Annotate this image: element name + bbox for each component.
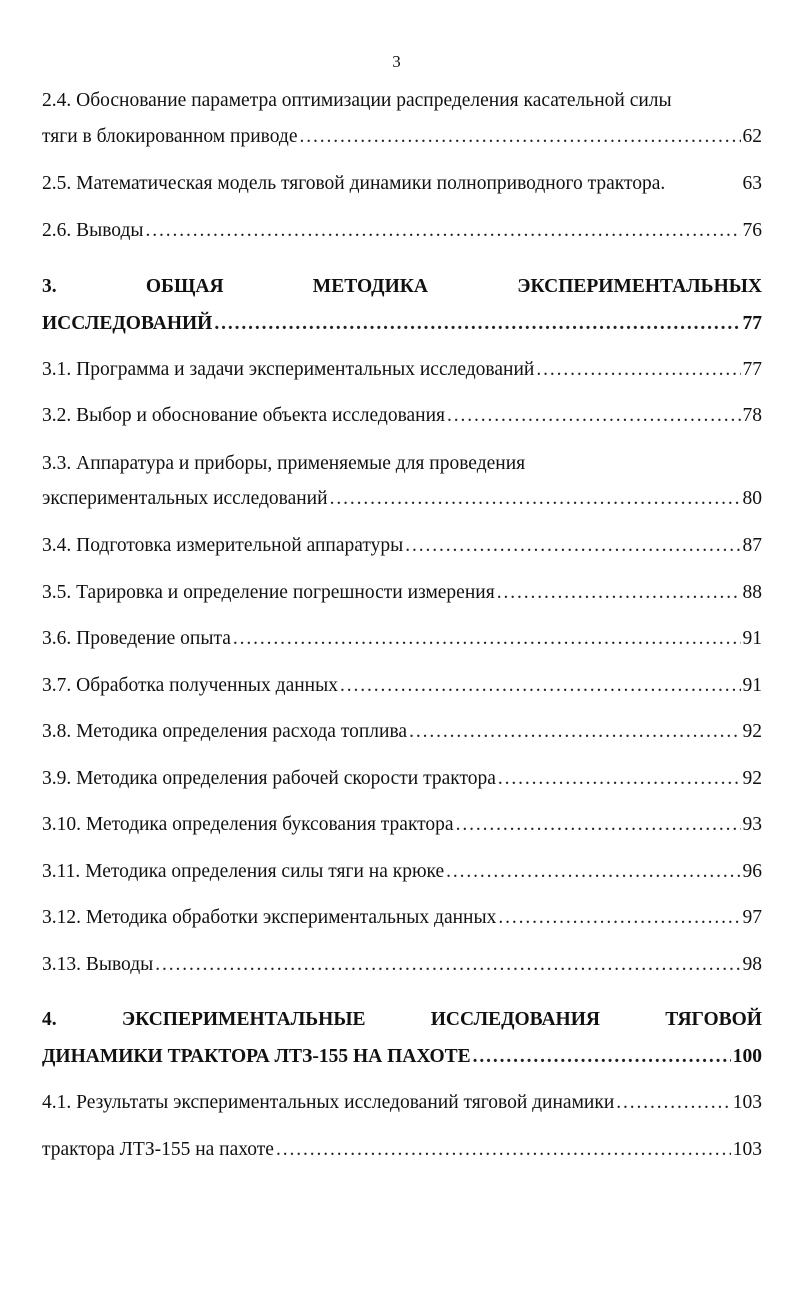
toc-page-number: 103 (732, 1092, 762, 1113)
toc-page-number: 77 (742, 359, 762, 380)
toc-entry-3-9 (42, 766, 762, 792)
heading-word: МЕТОДИКА (312, 276, 428, 297)
dot-leader (233, 626, 741, 652)
toc-entry-3-10 (42, 812, 762, 838)
dot-leader (498, 766, 741, 792)
toc-page-number: 93 (742, 814, 762, 835)
toc-entry-text: 3.6. Проведение опыта (42, 628, 231, 649)
toc-page-number: 97 (742, 907, 762, 928)
toc-page-number: 92 (742, 768, 762, 789)
toc-entry-2-4 (42, 124, 762, 150)
toc-page-number: 98 (742, 954, 762, 975)
toc-entry-3-12 (42, 905, 762, 931)
toc-chapter-4-heading (42, 1007, 762, 1033)
toc-entry-text: 2.5. Математическая модель тяговой динамики полноприводного трактора. (42, 173, 666, 194)
toc-entry-text: трактора ЛТЗ-155 на пахоте (42, 1139, 274, 1160)
toc-entry-text: 3.4. Подготовка измерительной аппаратуры (42, 535, 404, 556)
toc-entry-text: 3.1. Программа и задачи экспериментальных исследований (42, 359, 535, 380)
dot-leader (498, 905, 740, 931)
dot-leader (473, 1044, 731, 1070)
dot-leader (536, 357, 740, 383)
toc-page-number: 80 (742, 488, 762, 509)
toc-entry-3-8 (42, 719, 762, 745)
dot-leader (456, 812, 741, 838)
toc-entry-text: 3.8. Методика определения расхода топлива (42, 721, 408, 742)
dot-leader (340, 673, 741, 699)
toc-page-number: 96 (742, 861, 762, 882)
toc-entry-3-1 (42, 357, 762, 383)
toc-entry-3-4 (42, 533, 762, 559)
toc-entry-text: 3.10. Методика определения буксования трактора (42, 814, 454, 835)
dot-leader (405, 533, 740, 559)
toc-entry-text: 3.11. Методика определения силы тяги на крюке (42, 861, 445, 882)
heading-word: 4. (42, 1009, 57, 1030)
toc-entry-text: 2.6. Выводы (42, 220, 144, 241)
heading-word: ОБЩАЯ (145, 276, 224, 297)
toc-entry-3-3-line1: 3.3. Аппаратура и приборы, применяемые для проведения (42, 453, 526, 474)
toc-entry-text: ДИНАМИКИ ТРАКТОРА ЛТЗ-155 НА ПАХОТЕ (42, 1046, 471, 1067)
toc-entry-text: 4.1. Результаты экспериментальных исследований тяговой динамики (42, 1092, 615, 1113)
toc-page-number: 91 (742, 675, 762, 696)
dot-leader (299, 124, 740, 150)
toc-entry-4-1 (42, 1090, 762, 1116)
toc-page-number: 100 (732, 1046, 762, 1067)
toc-page-number: 91 (742, 628, 762, 649)
dot-leader (446, 859, 740, 885)
toc-entry-2-5 (42, 171, 762, 197)
toc-chapter-3 (42, 311, 762, 337)
toc-page-number: 103 (732, 1139, 762, 1160)
toc-page-number: 77 (742, 313, 762, 334)
toc-entry-text: 3.12. Методика обработки экспериментальных данных (42, 907, 497, 928)
heading-word: ИССЛЕДОВАНИЯ (430, 1009, 600, 1030)
dot-leader (447, 403, 740, 429)
heading-word: ЭКСПЕРИМЕНТАЛЬНЫХ (517, 276, 762, 297)
toc-entry-3-7 (42, 673, 762, 699)
toc-chapter-4 (42, 1044, 762, 1070)
toc-entry-2-6 (42, 218, 762, 244)
toc-page-number: 78 (742, 405, 762, 426)
page-number: 3 (392, 52, 401, 71)
toc-page-number: 63 (742, 173, 762, 194)
toc-page-number: 87 (742, 535, 762, 556)
toc-entry-text: 3.5. Тарировка и определение погрешности измерения (42, 582, 495, 603)
toc-entry-3-13 (42, 952, 762, 978)
dot-leader (146, 218, 741, 244)
toc-entry-text: 3.2. Выбор и обоснование объекта исследования (42, 405, 446, 426)
toc-page-number: 62 (742, 126, 762, 147)
toc-page-number: 76 (742, 220, 762, 241)
toc-entry-text: 3.7. Обработка полученных данных (42, 675, 338, 696)
toc-page-number: 88 (742, 582, 762, 603)
toc-entry-text: 3.13. Выводы (42, 954, 154, 975)
dot-leader (616, 1090, 730, 1116)
toc-entry-3-11 (42, 859, 762, 885)
dot-leader (409, 719, 740, 745)
toc-entry-3-5 (42, 580, 762, 606)
toc-entry-4-1-cont (42, 1137, 762, 1163)
toc-entry-3-3 (42, 486, 762, 512)
dot-leader (330, 486, 741, 512)
dot-leader (497, 580, 741, 606)
toc-entry-text: тяги в блокированном приводе (42, 126, 298, 147)
heading-word: ТЯГОВОЙ (665, 1009, 762, 1030)
toc-chapter-3-heading (42, 274, 762, 300)
heading-word: ЭКСПЕРИМЕНТАЛЬНЫЕ (121, 1009, 366, 1030)
heading-word: 3. (42, 276, 57, 297)
toc-entry-3-6 (42, 626, 762, 652)
dot-leader (214, 311, 740, 337)
toc-page-number: 92 (742, 721, 762, 742)
toc-entry-3-2 (42, 403, 762, 429)
toc-entry-2-4-line1: 2.4. Обоснование параметра оптимизации распределения касательной силы (42, 90, 672, 111)
toc-entry-text: ИССЛЕДОВАНИЙ (42, 313, 213, 334)
toc-entry-text: экспериментальных исследований (42, 488, 328, 509)
dot-leader (276, 1137, 731, 1163)
dot-leader (155, 952, 740, 978)
toc-entry-text: 3.9. Методика определения рабочей скорости трактора (42, 768, 496, 789)
